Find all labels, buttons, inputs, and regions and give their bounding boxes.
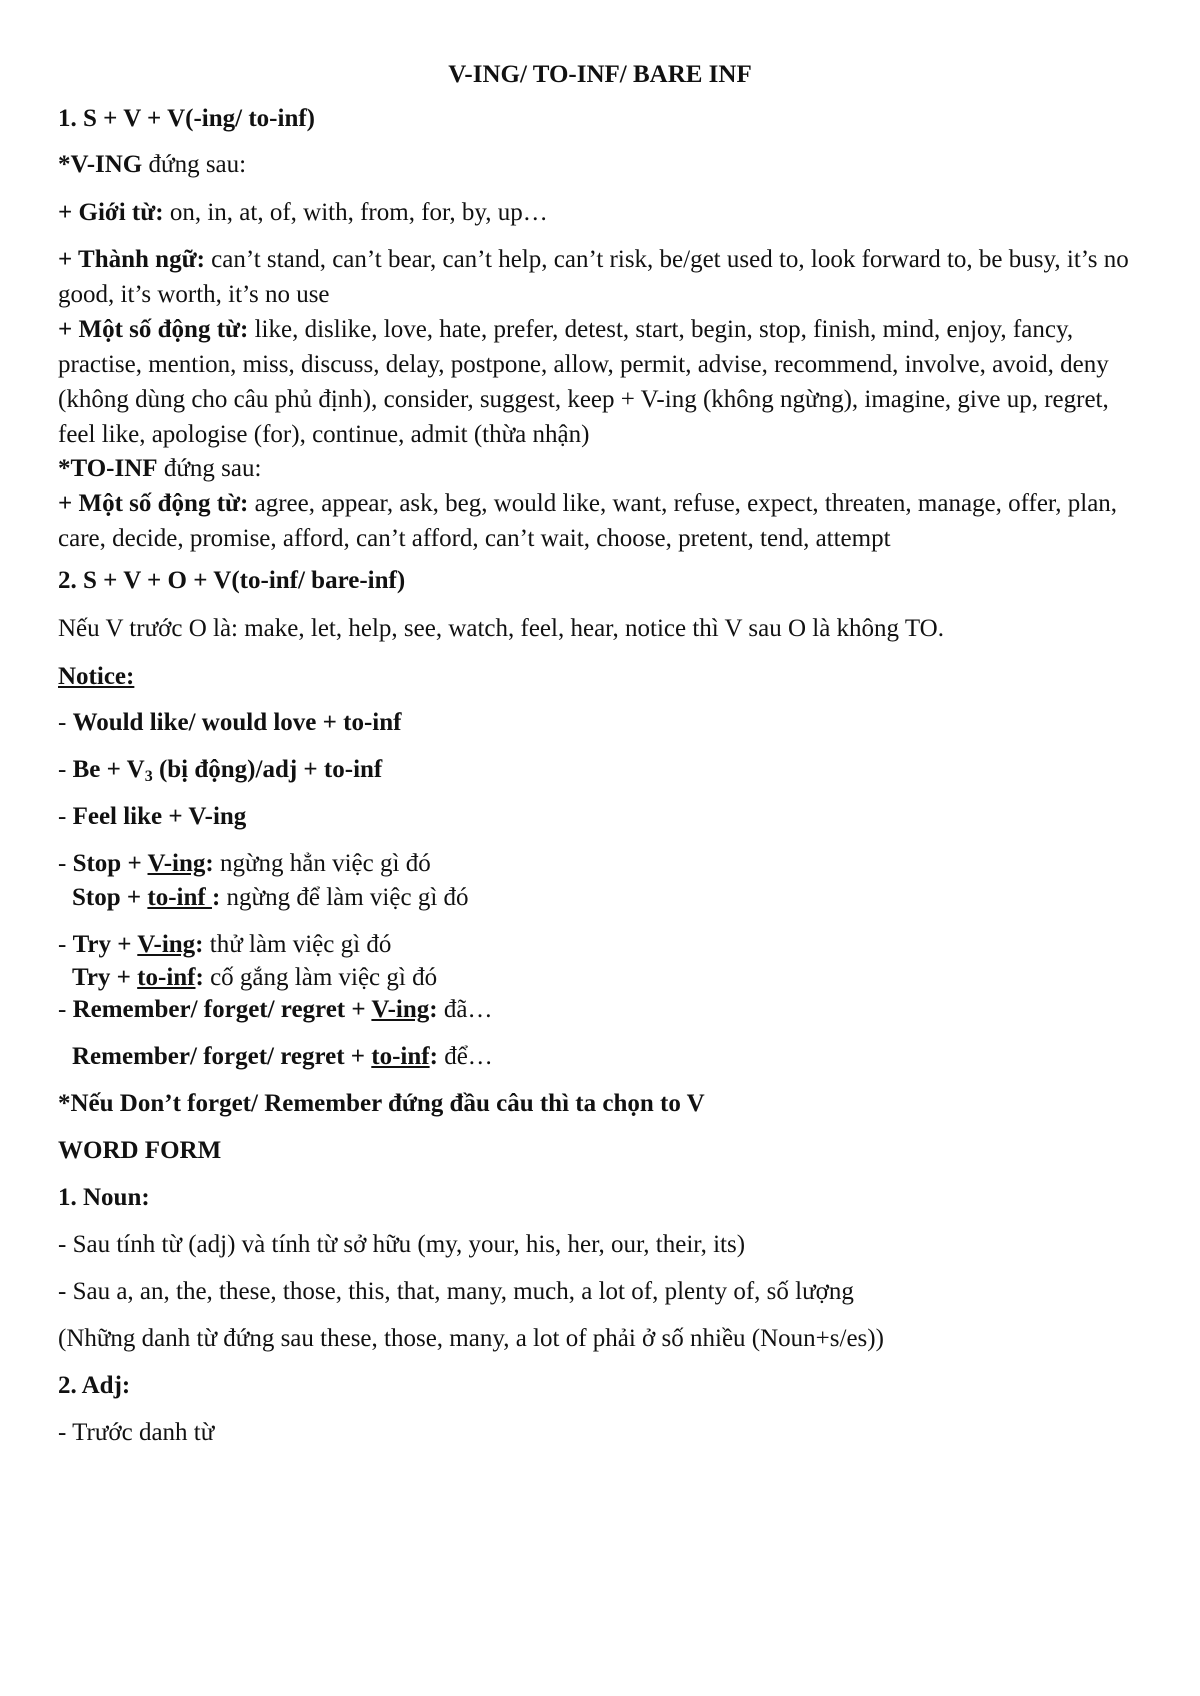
try-ving-meaning: thử làm việc gì đó — [203, 931, 392, 958]
notice-item-be-v3 — [58, 753, 1148, 794]
remember-toinf-a: Remember/ forget/ regret + — [72, 1043, 372, 1070]
ving-verbs-paragraph — [58, 312, 1148, 452]
remember-ving-colon: : — [429, 996, 438, 1023]
stop-ving-underlined: V-ing — [147, 850, 206, 877]
prepositions-line — [58, 196, 1148, 230]
remember-toinf-colon: : — [429, 1043, 438, 1070]
ving-heading-bold: *V-ING — [58, 151, 143, 178]
noun-rule-3: (Những danh từ đứng sau these, those, many, a lot of phải ở số nhiều (Noun+s/es)) — [58, 1325, 884, 1352]
stop-toinf-meaning: ngừng để làm việc gì đó — [220, 884, 469, 911]
idioms-paragraph — [58, 242, 1148, 312]
notice-try-toinf — [72, 961, 1162, 995]
notice-remember-ving — [58, 993, 1148, 1027]
notice-item-would-like-text: Would like/ would love + to-inf — [72, 709, 402, 736]
stop-toinf-a: Stop + — [72, 884, 148, 911]
idioms-label: + Thành ngữ: — [58, 246, 205, 273]
try-toinf-underlined: to-inf — [137, 964, 196, 991]
try-ving-colon: : — [195, 931, 204, 958]
adj-rule-1: - Trước danh từ — [58, 1419, 215, 1446]
dash: - — [58, 803, 73, 830]
notice-remember-toinf — [72, 1040, 1162, 1074]
prepositions-text: on, in, at, of, with, from, for, by, up… — [163, 199, 548, 226]
adj-heading-text: 2. Adj: — [58, 1372, 131, 1399]
ving-heading-rest: đứng sau: — [142, 151, 247, 178]
dash: - — [58, 756, 73, 783]
remember-toinf-meaning: để… — [437, 1043, 493, 1070]
section-2-rule: Nếu V trước O là: make, let, help, see, watch, feel, hear, notice thì V sau O là không TO. — [58, 615, 944, 642]
try-ving-underlined: V-ing — [137, 931, 196, 958]
notice-item-be-v3-a: Be + V — [72, 756, 145, 783]
adj-heading — [58, 1369, 1148, 1403]
stop-toinf-colon: : — [211, 884, 221, 911]
word-form-heading-text: WORD FORM — [58, 1137, 222, 1164]
toinf-heading — [58, 452, 1148, 486]
noun-heading-text: 1. Noun: — [58, 1184, 150, 1211]
toinf-verbs-paragraph — [58, 486, 1148, 556]
section-2-heading-text: 2. S + V + O + V(to-inf/ bare-inf) — [58, 567, 406, 594]
notice-label-text: Notice: — [58, 663, 135, 690]
noun-rule-2: - Sau a, an, the, these, those, this, that, many, much, a lot of, plenty of, số lượng — [58, 1278, 854, 1305]
try-toinf-colon: : — [195, 964, 204, 991]
toinf-heading-bold: *TO-INF — [58, 455, 158, 482]
try-toinf-meaning: cố gắng làm việc gì đó — [203, 964, 438, 991]
notice-stop-ving — [58, 847, 1148, 881]
document-title: V-ING/ TO-INF/ BARE INF — [448, 61, 752, 88]
stop-ving-meaning: ngừng hẳn việc gì đó — [213, 850, 431, 877]
prepositions-label: + Giới từ: — [58, 199, 164, 226]
remember-ving-meaning: đã… — [437, 996, 493, 1023]
notice-stop-toinf — [72, 881, 1162, 915]
try-ving-a: Try + — [72, 931, 138, 958]
dash: - — [58, 996, 73, 1023]
ving-verbs-label: + Một số động từ: — [58, 316, 249, 343]
idioms-text: can’t stand, can’t bear, can’t help, can’t risk, be/get used to, look forward to, be busy, it’s no good, it’s worth, it’s no use — [58, 246, 1129, 308]
try-toinf-a: Try + — [72, 964, 138, 991]
notice-item-be-v3-b: (bị động)/adj + to-inf — [152, 756, 383, 783]
noun-heading — [58, 1181, 1148, 1215]
dash: - — [58, 931, 73, 958]
toinf-verbs-text: agree, appear, ask, beg, would like, want, refuse, expect, threaten, manage, offer, plan, care, decide, promise, afford, can’t afford, can’t wait, choose, pretent, tend, attempt — [58, 490, 1118, 552]
ving-heading — [58, 148, 1148, 182]
dash: - — [58, 709, 73, 736]
notice-dont-forget-text: *Nếu Don’t forget/ Remember đứng đầu câu thì ta chọn to V — [58, 1090, 705, 1117]
notice-item-would-like — [58, 706, 1148, 740]
remember-ving-a: Remember/ forget/ regret + — [72, 996, 372, 1023]
section-1-heading — [58, 102, 1148, 136]
remember-toinf-underlined: to-inf — [371, 1043, 430, 1070]
section-2-heading — [58, 564, 1148, 598]
toinf-verbs-label: + Một số động từ: — [58, 490, 249, 517]
stop-ving-colon: : — [205, 850, 214, 877]
notice-item-be-v3-sub: 3 — [144, 768, 153, 785]
toinf-heading-rest: đứng sau: — [157, 455, 262, 482]
notice-label — [58, 660, 1148, 694]
stop-toinf-underlined: to-inf — [147, 884, 212, 911]
notice-item-feel-like-text: Feel like + V-ing — [72, 803, 247, 830]
ving-verbs-text: like, dislike, love, hate, prefer, detest, start, begin, stop, finish, mind, enjoy, fancy, practise, mention, miss, discuss, delay, postpone, allow, permit, advise, recommend, involve, avoid, deny (không dùng cho câu phủ định), consider, suggest, keep + V-ing (không ngừng), imagine, give up, regret, feel like, apologise (for), continue, admit (thừa nhận) — [58, 316, 1109, 448]
stop-ving-a: Stop + — [72, 850, 148, 877]
notice-dont-forget — [58, 1087, 1148, 1121]
notice-item-feel-like — [58, 800, 1148, 834]
word-form-heading — [58, 1134, 1148, 1168]
noun-rule-1: - Sau tính từ (adj) và tính từ sở hữu (my, your, his, her, our, their, its) — [58, 1231, 746, 1258]
notice-try-ving — [58, 928, 1148, 962]
remember-ving-underlined: V-ing — [371, 996, 430, 1023]
section-1-heading-text: 1. S + V + V(-ing/ to-inf) — [58, 105, 315, 132]
dash: - — [58, 850, 73, 877]
